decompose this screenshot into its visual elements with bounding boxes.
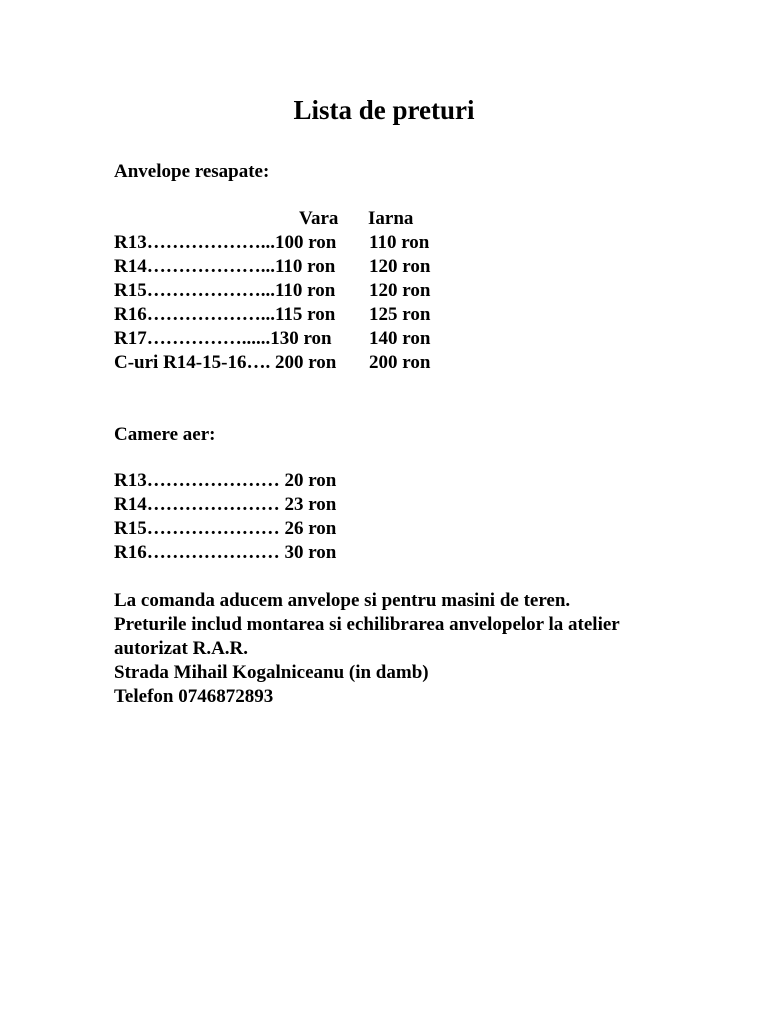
tube-row: R15………………… 26 ron bbox=[114, 518, 337, 539]
phone-line: Telefon 0746872893 bbox=[114, 686, 274, 707]
note-line: Preturile includ montarea si echilibrarea anvelopelor la atelier bbox=[114, 614, 620, 635]
tire-row-label: R16………………...115 ron bbox=[114, 304, 336, 325]
tire-row-label: R17……………......130 ron bbox=[114, 328, 332, 349]
tire-row-label: R14………………...110 ron bbox=[114, 256, 336, 277]
tire-row-winter-price: 125 ron bbox=[369, 304, 431, 325]
tire-row-label: R15………………...110 ron bbox=[114, 280, 336, 301]
column-header-winter: Iarna bbox=[368, 208, 414, 229]
tire-row-label: R13………………...100 ron bbox=[114, 232, 337, 253]
note-line: autorizat R.A.R. bbox=[114, 638, 249, 659]
tube-row: R14………………… 23 ron bbox=[114, 494, 337, 515]
note-line: La comanda aducem anvelope si pentru masini de teren. bbox=[114, 590, 571, 611]
tire-row-label: C-uri R14-15-16…. 200 ron bbox=[114, 352, 337, 373]
tube-row: R16………………… 30 ron bbox=[114, 542, 337, 563]
column-header-summer: Vara bbox=[299, 208, 339, 229]
tire-row-winter-price: 110 ron bbox=[369, 232, 430, 253]
tire-row-winter-price: 140 ron bbox=[369, 328, 431, 349]
tires-heading: Anvelope resapate: bbox=[114, 161, 270, 182]
tire-row-winter-price: 120 ron bbox=[369, 256, 431, 277]
page-title: Lista de preturi bbox=[293, 95, 475, 125]
tube-row: R13………………… 20 ron bbox=[114, 470, 337, 491]
tire-row-winter-price: 120 ron bbox=[369, 280, 431, 301]
tubes-heading: Camere aer: bbox=[114, 424, 216, 445]
tire-row-winter-price: 200 ron bbox=[369, 352, 431, 373]
address-line: Strada Mihail Kogalniceanu (in damb) bbox=[114, 662, 429, 683]
